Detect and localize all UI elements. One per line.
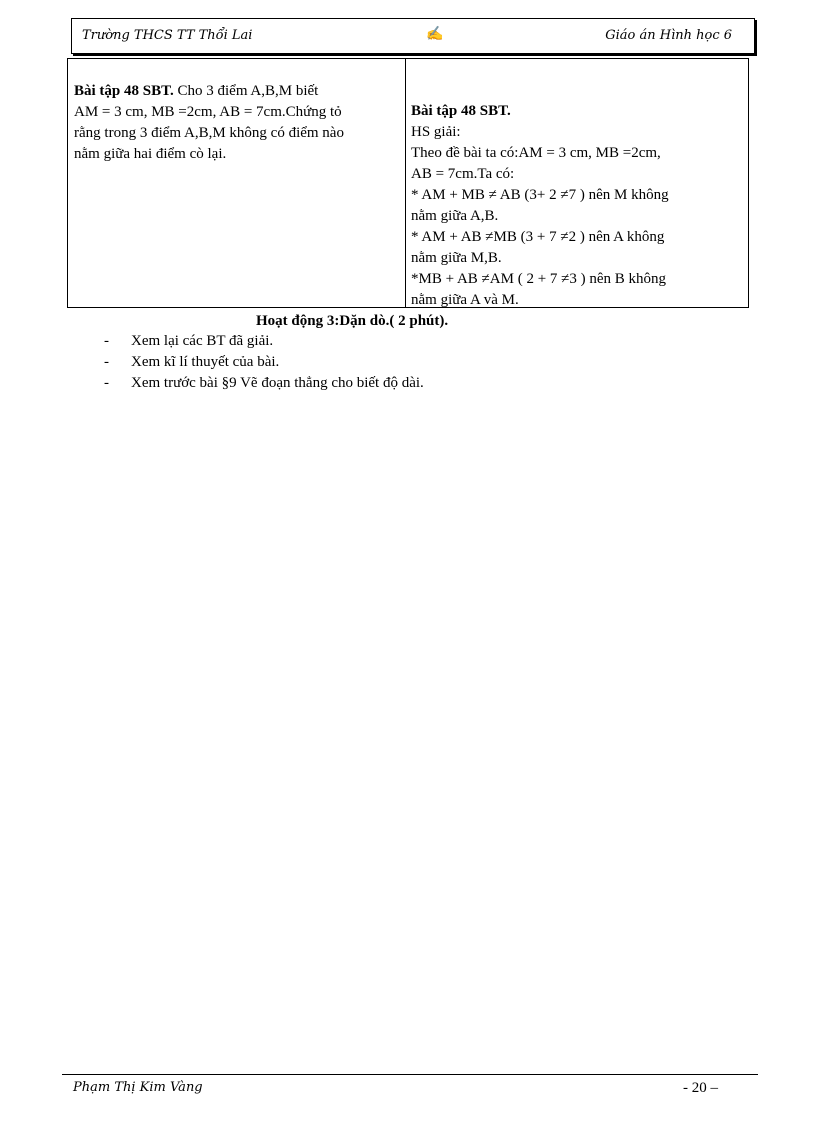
school-name: Trường THCS TT Thổi Lai	[82, 28, 253, 43]
solution-line: nằm giữa M,B.	[411, 250, 502, 266]
activity-heading: Hoạt động 3:Dặn dò.( 2 phút).	[256, 313, 449, 329]
subject-title: Giáo án Hình học 6	[605, 28, 732, 43]
solution-line: Theo đề bài ta có:AM = 3 cm, MB =2cm,	[411, 145, 661, 161]
exercise-solution-cell	[411, 101, 741, 311]
list-item-text: Xem trước bài §9 Vẽ đoạn thẳng cho biết độ dài.	[131, 375, 424, 391]
question-line: Bài tập 48 SBT. Cho 3 điểm A,B,M biết	[74, 83, 319, 99]
page-header	[71, 18, 755, 54]
list-bullet: -	[104, 333, 109, 349]
list-bullet: -	[104, 354, 109, 370]
footer-divider	[62, 1074, 758, 1075]
question-line: AM = 3 cm, MB =2cm, AB = 7cm.Chứng tỏ	[74, 104, 342, 120]
page-number: - 20 –	[683, 1080, 718, 1096]
solution-line: * AM + AB ≠MB (3 + 7 ≠2 ) nên A không	[411, 229, 665, 245]
pen-icon: ✍	[426, 26, 444, 42]
question-title: Bài tập 48 SBT.	[74, 83, 174, 99]
question-line: nằm giữa hai điểm cò lại.	[74, 146, 227, 162]
column-divider	[405, 59, 406, 307]
exercise-question-cell	[74, 81, 396, 165]
solution-line: nằm giữa A và M.	[411, 292, 519, 308]
solution-line: *MB + AB ≠AM ( 2 + 7 ≠3 ) nên B không	[411, 271, 667, 287]
list-item-text: Xem lại các BT đã giải.	[131, 333, 274, 349]
solution-line: * AM + MB ≠ AB (3+ 2 ≠7 ) nên M không	[411, 187, 669, 203]
author-name: Phạm Thị Kim Vàng	[73, 1080, 203, 1095]
exercise-table	[67, 58, 749, 308]
solution-line: HS giải:	[411, 124, 461, 140]
list-bullet: -	[104, 375, 109, 391]
list-item-text: Xem kĩ lí thuyết của bài.	[131, 354, 280, 370]
solution-line: nằm giữa A,B.	[411, 208, 499, 224]
solution-line: AB = 7cm.Ta có:	[411, 166, 515, 182]
solution-title: Bài tập 48 SBT.	[411, 103, 511, 119]
question-line: rằng trong 3 điểm A,B,M không có điểm nào	[74, 125, 344, 141]
